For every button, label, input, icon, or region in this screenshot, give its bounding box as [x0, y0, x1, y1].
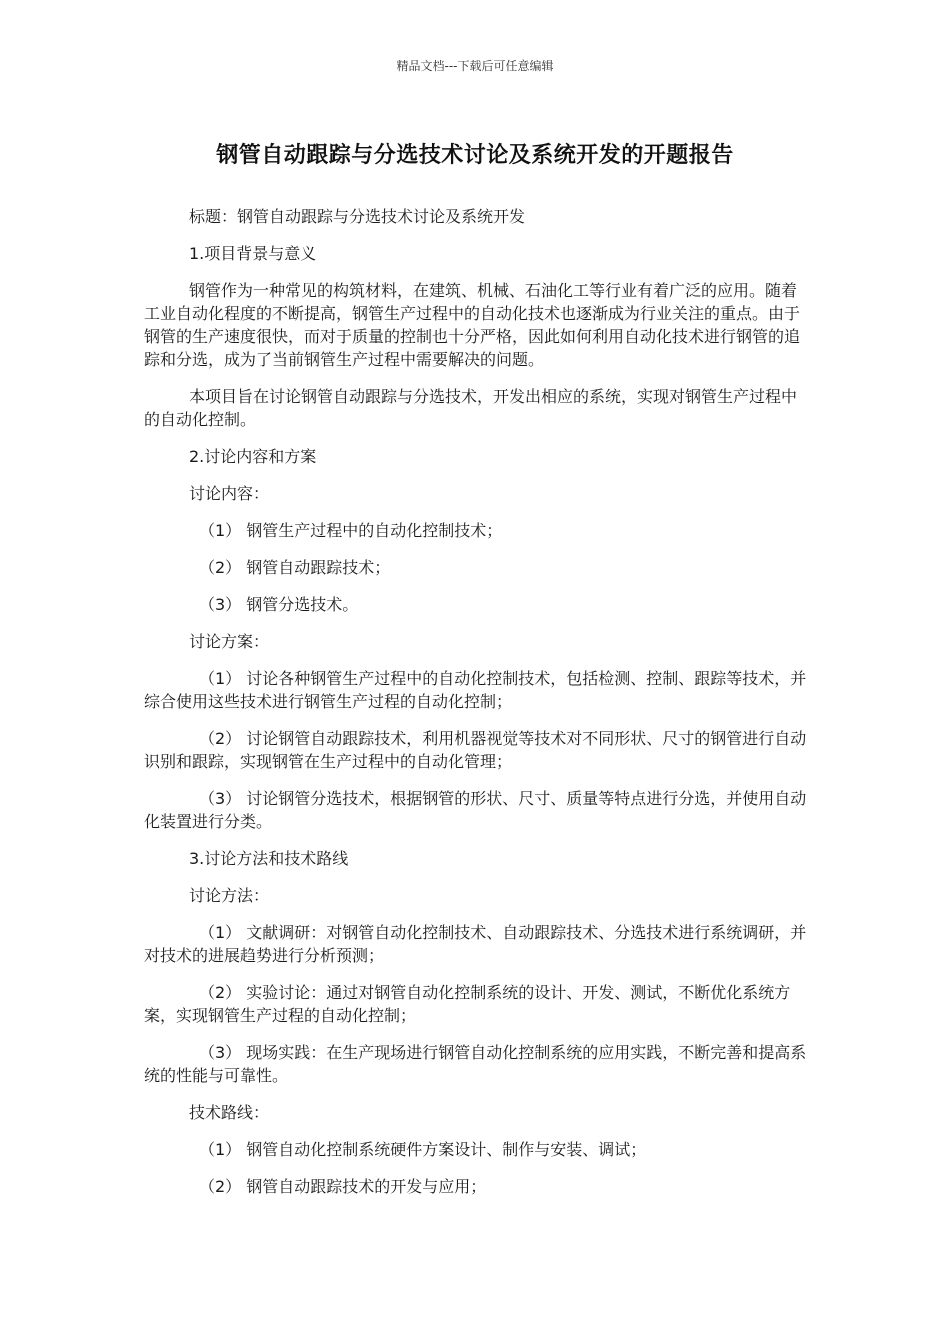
list-item: （2） 讨论钢管自动跟踪技术，利用机器视觉等技术对不同形状、尺寸的钢管进行自动识别和跟踪，实现钢管在生产过程中的自动化管理；: [144, 729, 807, 771]
paragraph-subject: 标题：钢管自动跟踪与分选技术讨论及系统开发: [189, 207, 526, 226]
paragraph-aim: 本项目旨在讨论钢管自动跟踪与分选技术，开发出相应的系统，实现对钢管生产过程中的自动化控制。: [144, 387, 798, 429]
section-heading-3: 3.讨论方法和技术路线: [189, 849, 349, 868]
section-heading-2: 2.讨论内容和方案: [189, 447, 317, 466]
list-item: （3） 现场实践：在生产现场进行钢管自动化控制系统的应用实践，不断完善和提高系统的性能与可靠性。: [144, 1043, 807, 1085]
list-item: （1） 文献调研：对钢管自动化控制技术、自动跟踪技术、分选技术进行系统调研，并对技术的进展趋势进行分析预测；: [144, 923, 807, 965]
list-item: （3） 钢管分选技术。: [199, 595, 359, 614]
list-item: （2） 实验讨论：通过对钢管自动化控制系统的设计、开发、测试，不断优化系统方案，实现钢管生产过程的自动化控制；: [144, 983, 791, 1025]
list-item: （1） 钢管生产过程中的自动化控制技术；: [199, 521, 503, 540]
list-item: （2） 钢管自动跟踪技术的开发与应用；: [199, 1177, 487, 1196]
section-heading-1: 1.项目背景与意义: [189, 244, 317, 263]
label-content: 讨论内容：: [189, 484, 270, 503]
list-item: （1） 讨论各种钢管生产过程中的自动化控制技术，包括检测、控制、跟踪等技术，并综合使用这些技术进行钢管生产过程的自动化控制；: [144, 669, 807, 711]
paragraph-background: 钢管作为一种常见的构筑材料，在建筑、机械、石油化工等行业有着广泛的应用。随着工业自动化程度的不断提高，钢管生产过程中的自动化技术也逐渐成为行业关注的重点。由于钢管的生产速度很快，而对于质量的控制也十分严格，因此如何利用自动化技术进行钢管的追踪和分选，成为了当前钢管生产过程中需要解决的问题。: [144, 281, 801, 369]
label-route: 技术路线：: [189, 1103, 270, 1122]
list-item: （3） 讨论钢管分选技术，根据钢管的形状、尺寸、质量等特点进行分选，并使用自动化装置进行分类。: [144, 789, 807, 831]
list-item: （2） 钢管自动跟踪技术；: [199, 558, 391, 577]
label-method: 讨论方法：: [189, 886, 270, 905]
label-plan: 讨论方案：: [189, 632, 270, 651]
page-header: 精品文档---下载后可任意编辑: [396, 59, 554, 73]
document-body: [144, 205, 808, 1212]
document-title: 钢管自动跟踪与分选技术讨论及系统开发的开题报告: [216, 143, 734, 168]
list-item: （1） 钢管自动化控制系统硬件方案设计、制作与安装、调试；: [199, 1140, 647, 1159]
